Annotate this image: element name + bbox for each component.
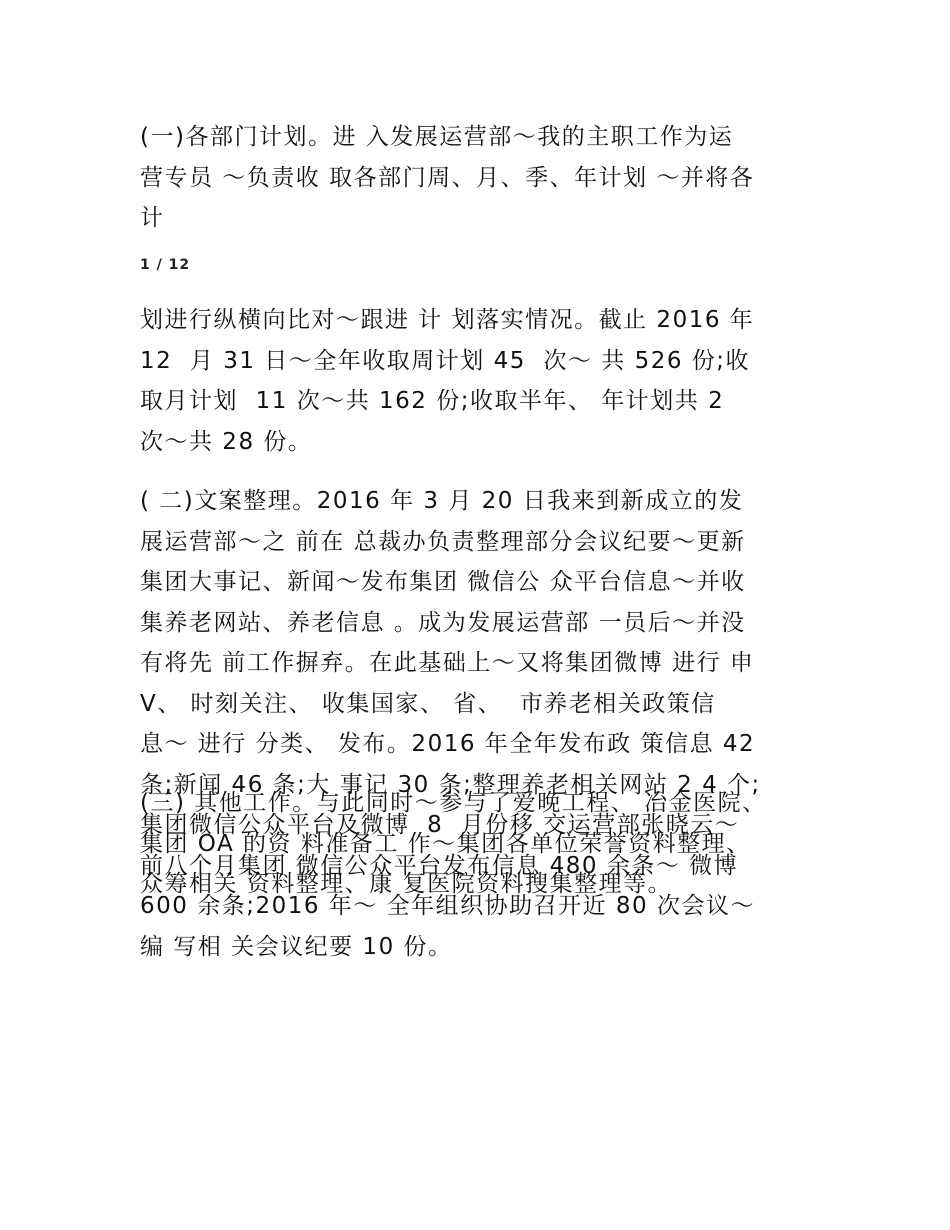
paragraph-other-work xyxy=(140,783,830,905)
text-line: 集团大事记、新闻～发布集团 微信公 众平台信息～并收 xyxy=(140,569,746,595)
text-line: 计 xyxy=(140,205,165,231)
text-line: 600 余条;2016 年～ 全年组织协助召开近 80 次会议～ xyxy=(140,893,756,919)
text-line: 12 月 31 日～全年收取周计划 45 次～ 共 526 份;收 xyxy=(140,347,751,374)
text-line: 取月计划 11 次～共 162 份;收取半年、 年计划共 2 xyxy=(140,388,725,414)
text-line: 有将先 前工作摒弃。在此基础上～又将集团微博 进行 申 xyxy=(140,650,755,676)
text-line: 集养老网站、养老信息 。成为发展运营部 一员后～并没 xyxy=(140,609,746,636)
text-line: 营专员 ～负责收 取各部门周、月、季、年计划 ～并将各 xyxy=(140,164,755,191)
text-line: 集团 OA 的资 料准备工 作～集团各单位荣誉资料整理、 xyxy=(140,830,751,857)
text-line: 息～ 进行 分类、 发布。2016 年全年发布政 策信息 42 xyxy=(140,731,756,757)
text-line: 展运营部～之 前在 总裁办负责整理部分会议纪要～更新 xyxy=(140,528,746,555)
paragraph-department-plans xyxy=(140,117,830,239)
text-line: 划进行纵横向比对～跟进 计 划落实情况。截止 2016 年 xyxy=(140,307,755,333)
text-line: 集团微信公众平台及微博 8 月份移 交运营部张晓云～ xyxy=(140,812,740,838)
text-line: (三) 其他工作。与此同时～参与了爱晚工程、 冶金医院、 xyxy=(140,790,767,816)
paragraph-plan-statistics xyxy=(140,300,830,462)
text-line: V、 时刻关注、 收集国家、 省、 市养老相关政策信 xyxy=(140,690,716,717)
text-line: 众筹相关 资料整理、康 复医院资料搜集整理等。 xyxy=(140,871,673,897)
text-line: 条;新闻 46 条;大 事记 30 条;整理养老相关网站 2 4 个; xyxy=(140,771,761,798)
text-line: ( 二)文案整理。2016 年 3 月 20 日我来到新成立的发 xyxy=(140,488,744,514)
text-line: (一)各部门计划。进 入发展运营部～我的主职工作为运 xyxy=(140,124,734,150)
text-line: 编 写相 关会议纪要 10 份。 xyxy=(140,933,453,960)
page-number: 1 / 12 xyxy=(140,257,191,273)
text-line: 前八个月集团 微信公众平台发布信息 480 余条～ 微博 xyxy=(140,852,739,879)
text-line: 次～共 28 份。 xyxy=(140,428,313,455)
